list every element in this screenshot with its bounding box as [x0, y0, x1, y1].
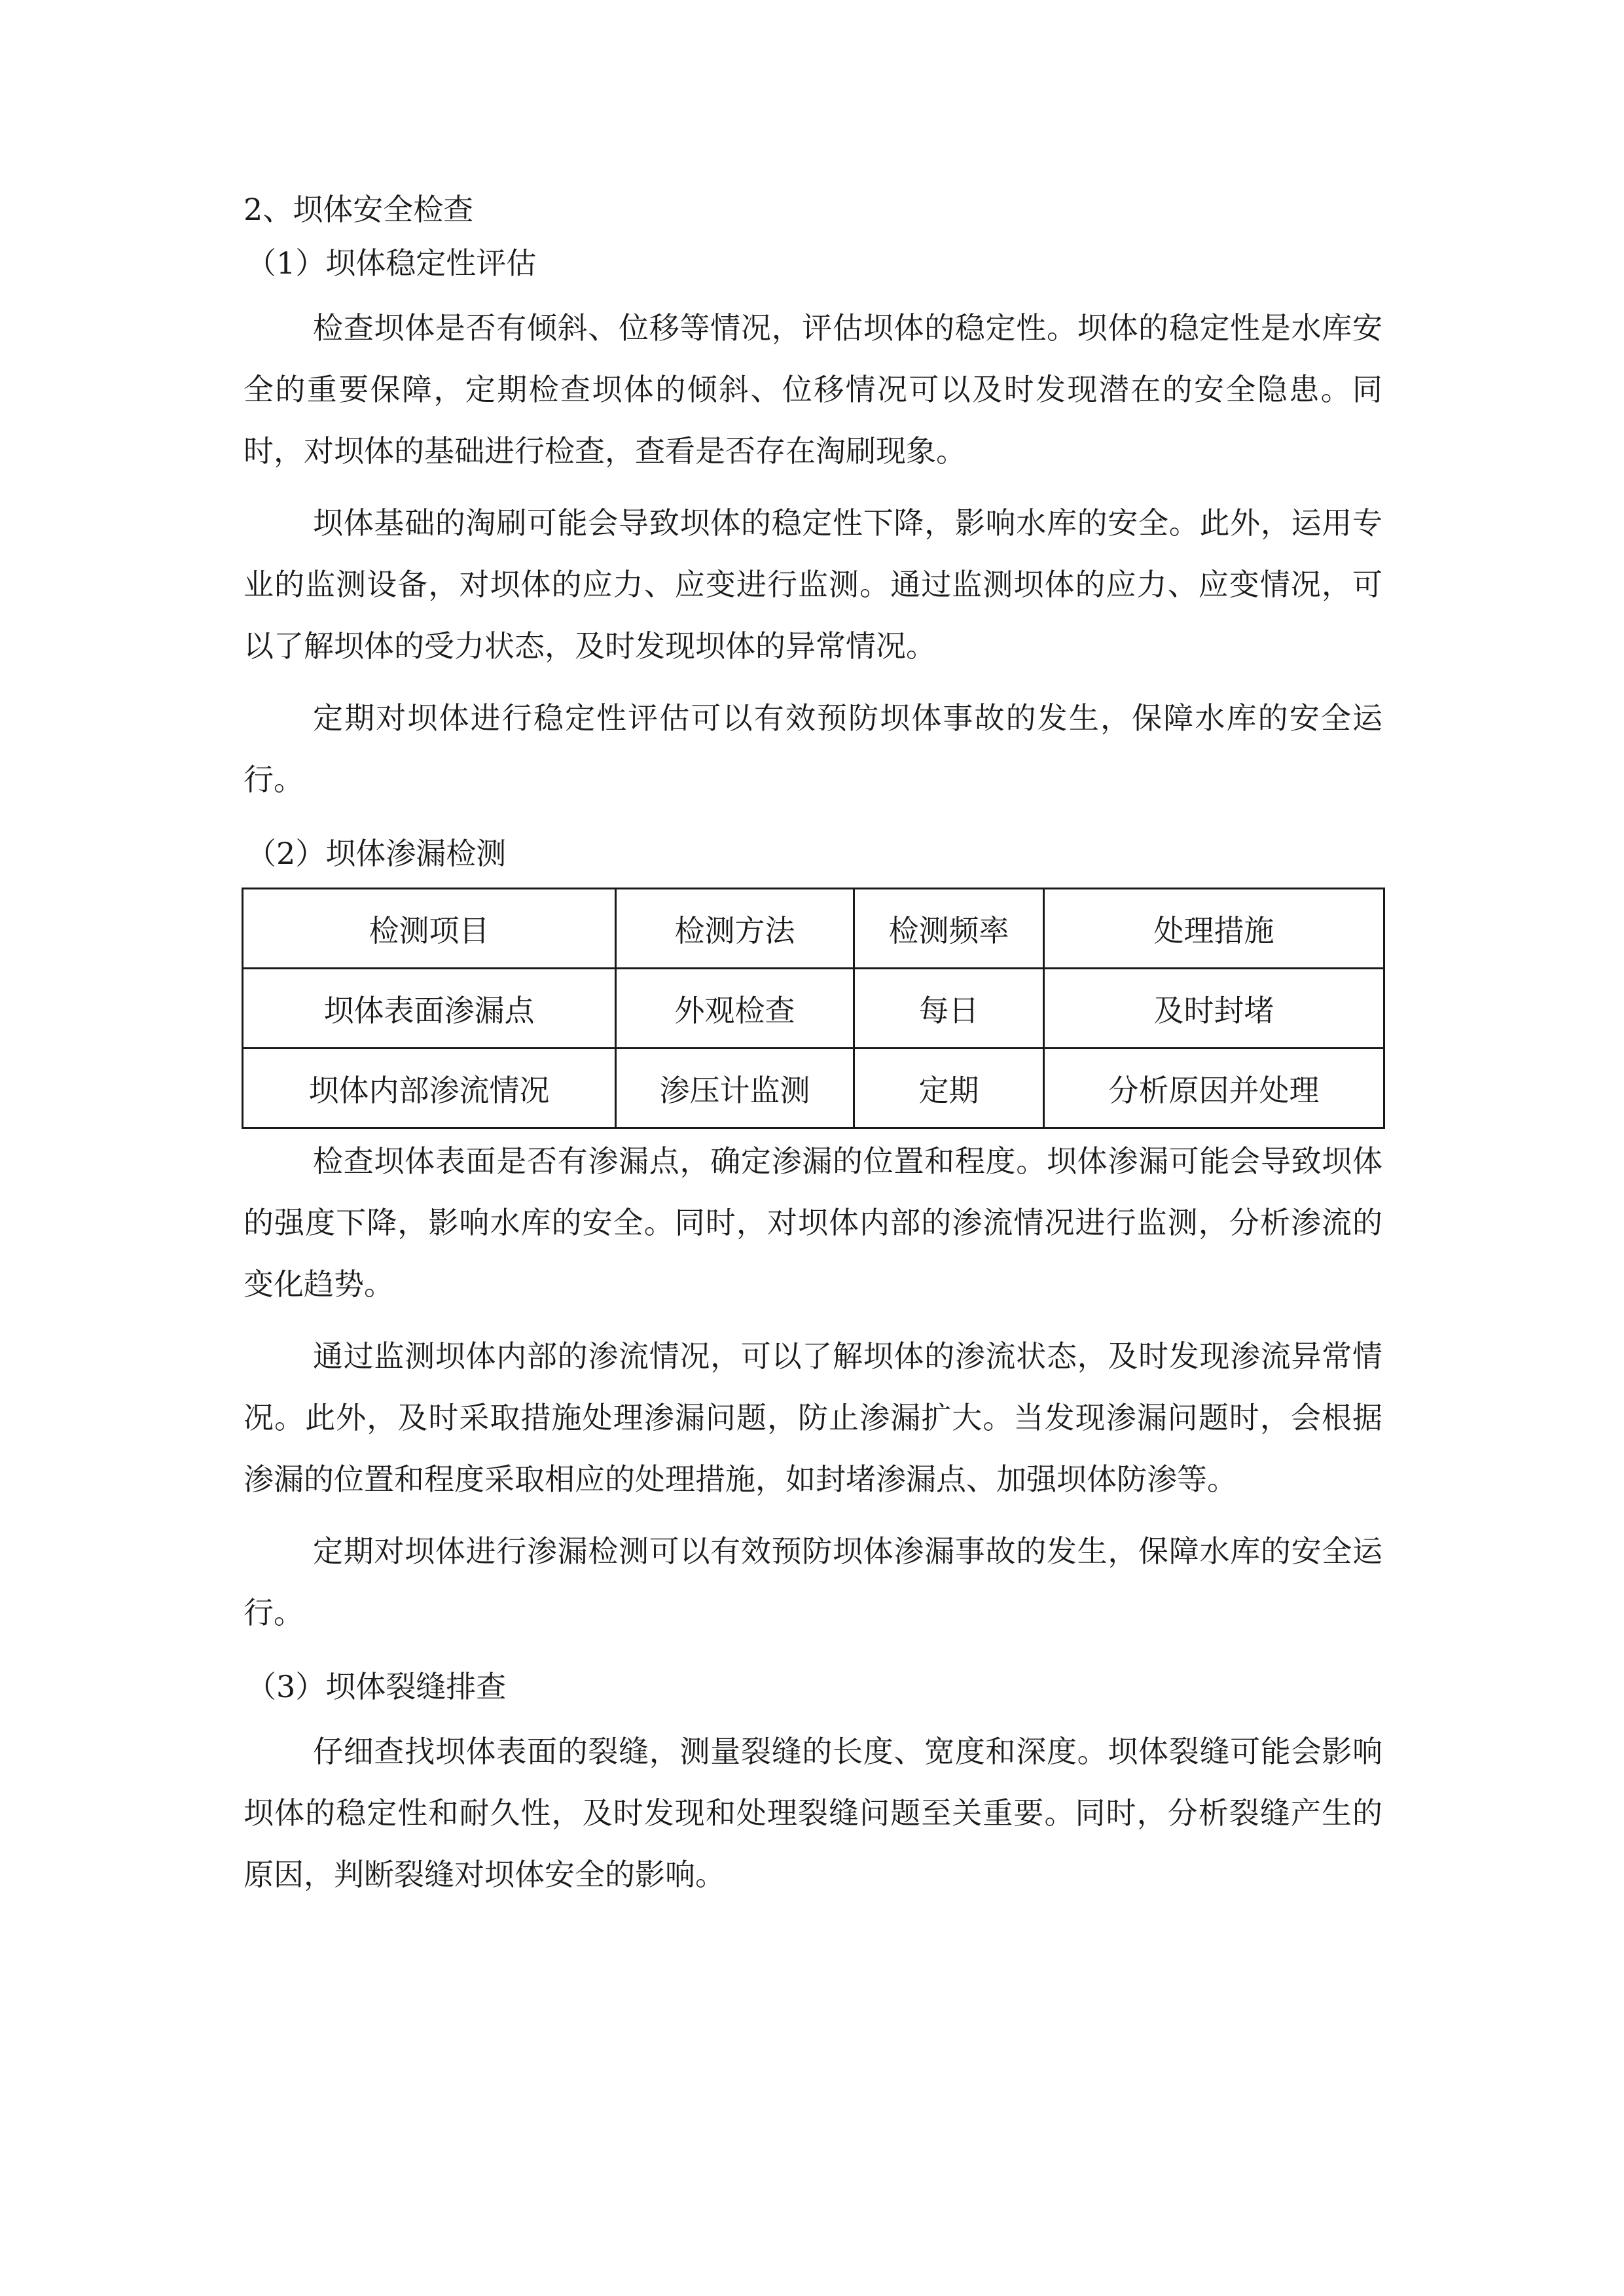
- table-cell: 分析原因并处理: [1044, 1049, 1384, 1128]
- table-header-cell: 检测频率: [854, 889, 1044, 969]
- table-row: [243, 969, 1384, 1049]
- paragraph: 定期对坝体进行稳定性评估可以有效预防坝体事故的发生，保障水库的安全运行。: [244, 700, 1382, 797]
- section-title: 2、坝体安全检查: [244, 192, 474, 227]
- paragraph: 检查坝体表面是否有渗漏点，确定渗漏的位置和程度。坝体渗漏可能会导致坝体的强度下降，影响水库的安全。同时，对坝体内部的渗流情况进行监测，分析渗流的变化趋势。: [244, 1143, 1382, 1302]
- paragraph: 定期对坝体进行渗漏检测可以有效预防坝体渗漏事故的发生，保障水库的安全运行。: [244, 1534, 1382, 1630]
- table-row: [243, 1049, 1384, 1128]
- subsection-title-stability: （1）坝体稳定性评估: [246, 245, 537, 281]
- table-header-cell: 处理措施: [1044, 889, 1384, 969]
- paragraph: 通过监测坝体内部的渗流情况，可以了解坝体的渗流状态，及时发现渗流异常情况。此外，及时采取措施处理渗漏问题，防止渗漏扩大。当发现渗漏问题时，会根据渗漏的位置和程度采取相应的处理措施，如封堵渗漏点、加强坝体防渗等。: [244, 1338, 1382, 1497]
- table-cell: 坝体内部渗流情况: [243, 1049, 616, 1128]
- table-cell: 定期: [854, 1049, 1044, 1128]
- subsection-title-seepage: （2）坝体渗漏检测: [246, 836, 507, 871]
- seepage-detection-table: [242, 888, 1385, 1129]
- table-cell: 每日: [854, 969, 1044, 1049]
- document-body: [244, 190, 1382, 1916]
- paragraph: 检查坝体是否有倾斜、位移等情况，评估坝体的稳定性。坝体的稳定性是水库安全的重要保障，定期检查坝体的倾斜、位移情况可以及时发现潜在的安全隐患。同时，对坝体的基础进行检查，查看是否存在淘刷现象。: [244, 310, 1382, 469]
- table-cell: 渗压计监测: [616, 1049, 854, 1128]
- table-cell: 外观检查: [616, 969, 854, 1049]
- table-header-row: [243, 889, 1384, 969]
- table-header-cell: 检测方法: [616, 889, 854, 969]
- paragraph: 仔细查找坝体表面的裂缝，测量裂缝的长度、宽度和深度。坝体裂缝可能会影响坝体的稳定性和耐久性，及时发现和处理裂缝问题至关重要。同时，分析裂缝产生的原因，判断裂缝对坝体安全的影响。: [244, 1734, 1382, 1892]
- paragraph: 坝体基础的淘刷可能会导致坝体的稳定性下降，影响水库的安全。此外，运用专业的监测设备，对坝体的应力、应变进行监测。通过监测坝体的应力、应变情况，可以了解坝体的受力状态，及时发现坝体的异常情况。: [244, 505, 1382, 664]
- subsection-title-cracks: （3）坝体裂缝排查: [246, 1669, 507, 1704]
- table-cell: 坝体表面渗漏点: [243, 969, 616, 1049]
- table-header-cell: 检测项目: [243, 889, 616, 969]
- table-cell: 及时封堵: [1044, 969, 1384, 1049]
